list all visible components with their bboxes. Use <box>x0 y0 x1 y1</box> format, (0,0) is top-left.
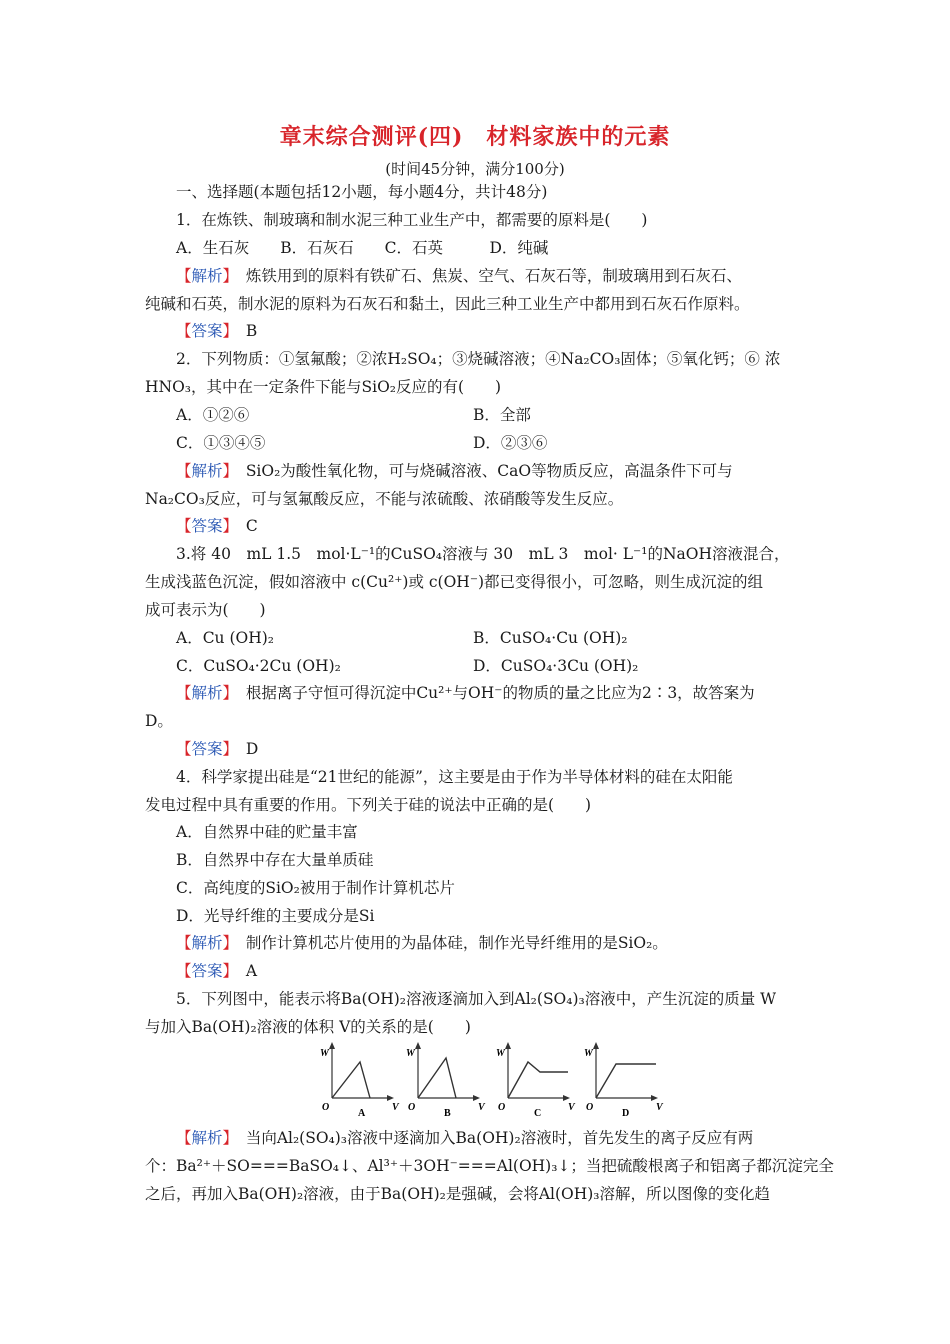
q1-explanation: 【解析】 炼铁用到的原料有铁矿石、焦炭、空气、石灰石等，制玻璃用到石灰石、 <box>176 267 742 285</box>
graph-a <box>320 1042 400 1118</box>
q2-option-c: C．①③④⑤ <box>176 434 266 452</box>
graph-a-letter: A <box>358 1108 366 1118</box>
q3-explanation-cont: D。 <box>145 712 173 730</box>
q4-explanation: 【解析】 制作计算机芯片使用的为晶体硅，制作光导纤维用的是SiO₂。 <box>176 934 668 952</box>
daan-tag: 【答案】 <box>176 517 231 535</box>
q4-stem: 4．科学家提出硅是“21世纪的能源”，这主要是由于作为半导体材料的硅在太阳能 <box>176 768 733 786</box>
q3-stem: 3.将 40 mL 1.5 mol·L⁻¹的CuSO₄溶液与 30 mL 3 mol· L⁻¹的NaOH溶液混合， <box>176 545 790 563</box>
q3-option-b: B．CuSO₄·Cu (OH)₂ <box>473 629 628 647</box>
q1-answer: 【答案】 B <box>176 322 258 340</box>
q2-option-b: B．全部 <box>473 406 531 424</box>
jiexi-tag: 【解析】 <box>176 462 231 480</box>
daan-tag: 【答案】 <box>176 740 231 758</box>
q3-answer: 【答案】 D <box>176 740 259 758</box>
daan-tag: 【答案】 <box>176 962 231 980</box>
q2-option-a: A．①②⑥ <box>176 406 250 424</box>
q2-option-d: D．②③⑥ <box>473 434 548 452</box>
q4-stem-cont: 发电过程中具有重要的作用。下列关于硅的说法中正确的是( ) <box>145 796 592 814</box>
graph-d-x-label: V <box>656 1102 663 1113</box>
q3-option-c: C．CuSO₄·2Cu (OH)₂ <box>176 657 341 675</box>
q4-option-c: C．高纯度的SiO₂被用于制作计算机芯片 <box>176 879 455 897</box>
graph-d-origin: O <box>586 1102 594 1113</box>
graph-b-letter: B <box>444 1108 451 1118</box>
q5-graphs <box>312 1038 672 1118</box>
daan-tag: 【答案】 <box>176 322 231 340</box>
graph-b <box>406 1042 486 1118</box>
q2-stem: 2．下列物质：①氢氟酸；②浓H₂SO₄；③烧碱溶液；④Na₂CO₃固体；⑤氧化钙；⑥ 浓 <box>176 350 781 368</box>
q4-option-d: D．光导纤维的主要成分是Si <box>176 907 375 925</box>
graph-d-y-label: W <box>584 1048 593 1059</box>
section-heading: 一、选择题(本题包括12小题，每小题4分，共计48分) <box>176 183 548 201</box>
q5-explanation: 【解析】 当向Al₂(SO₄)₃溶液中逐滴加入Ba(OH)₂溶液时，首先发生的离子反应有两 <box>176 1129 754 1147</box>
jiexi-tag: 【解析】 <box>176 684 231 702</box>
graph-c-letter: C <box>534 1108 542 1118</box>
q3-stem-cont: 生成浅蓝色沉淀，假如溶液中 c(Cu²⁺)或 c(OH⁻)都已变得很小，可忽略，则生成沉淀的组 <box>145 573 764 591</box>
graph-b-x-label: V <box>478 1102 485 1113</box>
q5-stem: 5．下列图中，能表示将Ba(OH)₂溶液逐滴加入到Al₂(SO₄)₃溶液中，产生沉淀的质量 W <box>176 990 777 1008</box>
q1-explanation-cont: 纯碱和石英，制水泥的原料为石灰石和黏土，因此三种工业生产中都用到石灰石作原料。 <box>145 295 750 313</box>
q2-explanation: 【解析】 SiO₂为酸性氧化物，可与烧碱溶液、CaO等物质反应，高温条件下可与 <box>176 462 733 480</box>
graph-d-letter: D <box>622 1108 630 1118</box>
q5-explanation-cont2: 之后，再加入Ba(OH)₂溶液，由于Ba(OH)₂是强碱，会将Al(OH)₃溶解，所以图像的变化趋 <box>145 1185 771 1203</box>
page-subtitle: (时间45分钟，满分100分) <box>385 160 565 178</box>
q1-stem: 1．在炼铁、制玻璃和制水泥三种工业生产中，都需要的原料是( ) <box>176 211 648 229</box>
graph-a-origin: O <box>322 1102 330 1113</box>
q5-stem-cont: 与加入Ba(OH)₂溶液的体积 V的关系的是( ) <box>145 1018 471 1036</box>
q2-answer: 【答案】 C <box>176 517 258 535</box>
q4-option-a: A．自然界中硅的贮量丰富 <box>176 823 358 841</box>
q3-option-a: A．Cu (OH)₂ <box>176 629 274 647</box>
q1-options: A．生石灰 B．石灰石 C．石英 D．纯碱 <box>176 239 549 257</box>
q2-stem-cont: HNO₃，其中在一定条件下能与SiO₂反应的有( ) <box>145 378 502 396</box>
graph-d <box>584 1042 664 1118</box>
jiexi-tag: 【解析】 <box>176 934 231 952</box>
graph-a-y-label: W <box>320 1048 329 1059</box>
graph-a-x-label: V <box>392 1102 399 1113</box>
graph-b-origin: O <box>408 1102 416 1113</box>
q3-stem-cont2: 成可表示为( ) <box>145 601 266 619</box>
q4-answer: 【答案】 A <box>176 962 258 980</box>
q4-option-b: B．自然界中存在大量单质硅 <box>176 851 374 869</box>
q3-explanation: 【解析】 根据离子守恒可得沉淀中Cu²⁺与OH⁻的物质的量之比应为2∶3，故答案为 <box>176 684 755 702</box>
jiexi-tag: 【解析】 <box>176 1129 231 1147</box>
jiexi-tag: 【解析】 <box>176 267 231 285</box>
graph-c-origin: O <box>498 1102 506 1113</box>
q3-option-d: D．CuSO₄·3Cu (OH)₂ <box>473 657 639 675</box>
graph-c-y-label: W <box>496 1048 505 1059</box>
graph-c-x-label: V <box>568 1102 575 1113</box>
q5-explanation-cont: 个：Ba²⁺＋SO===BaSO₄↓、Al³⁺＋3OH⁻===Al(OH)₃↓；当把硫酸根离子和铝离子都沉淀完全 <box>145 1157 834 1175</box>
graph-c <box>496 1042 576 1118</box>
graph-b-y-label: W <box>406 1048 415 1059</box>
page-title: 章末综合测评(四) 材料家族中的元素 <box>279 124 671 150</box>
q2-explanation-cont: Na₂CO₃反应，可与氢氟酸反应，不能与浓硫酸、浓硝酸等发生反应。 <box>145 490 624 508</box>
